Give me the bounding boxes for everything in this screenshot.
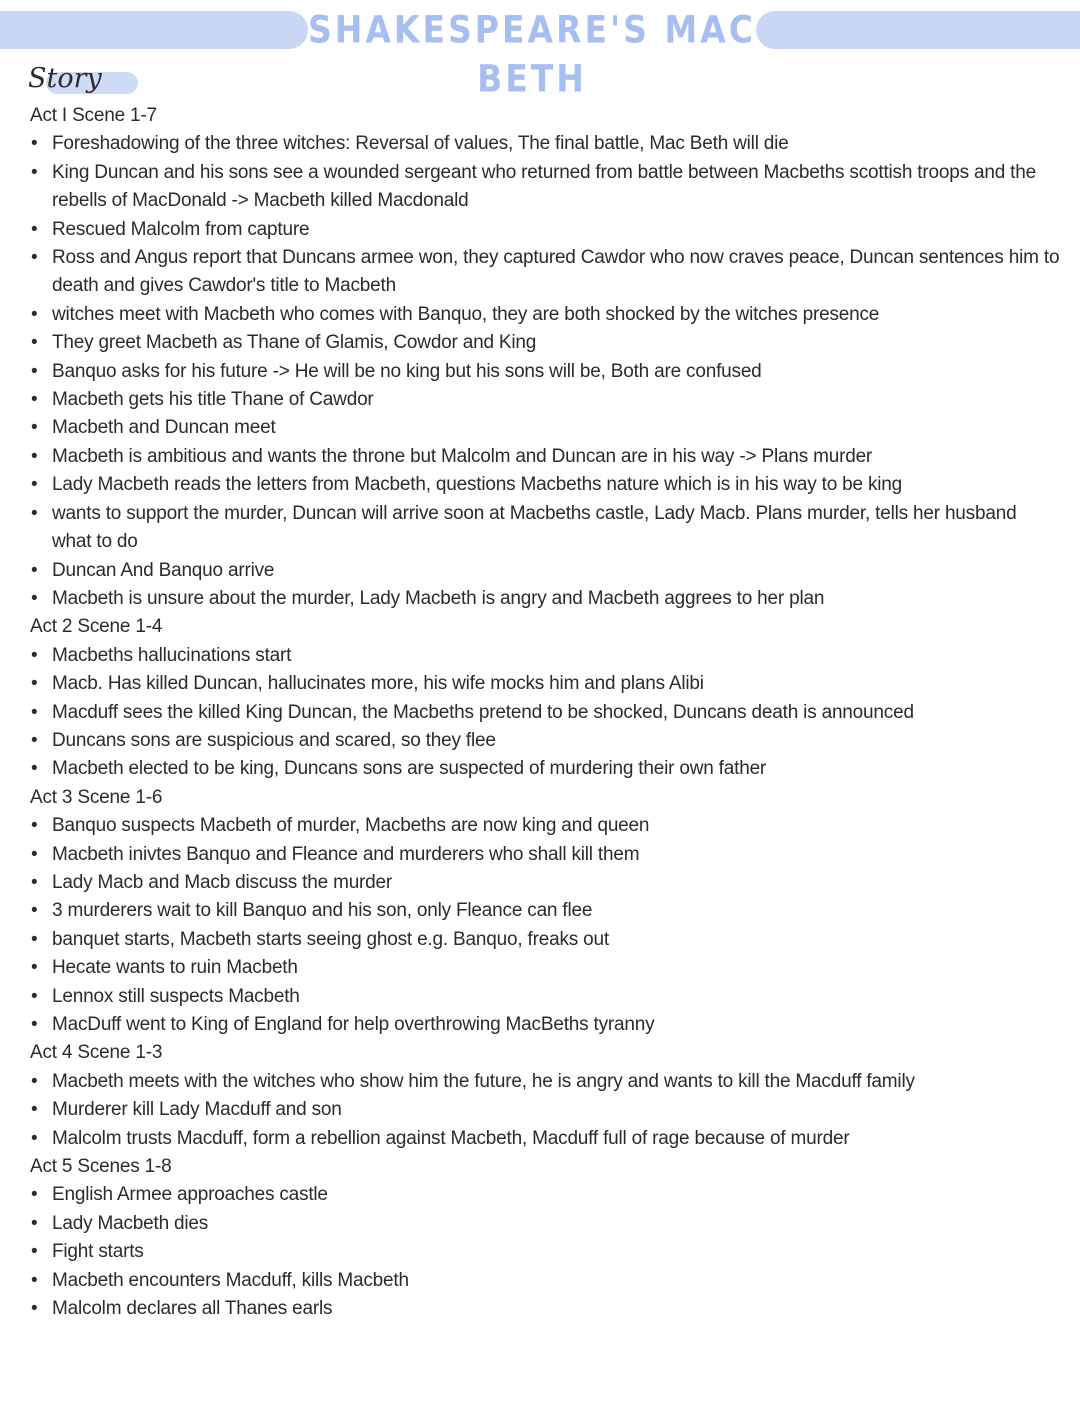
- act-item-list: [30, 1181, 1060, 1323]
- list-item-text: Ross and Angus report that Duncans armee won, they captured Cawdor who now craves peace, Duncan sentences him to death and gives Cawdor's title to Macbeth: [52, 247, 1060, 297]
- list-item-text: Macbeths hallucinations start: [52, 644, 292, 666]
- list-item-text: Foreshadowing of the three witches: Reversal of values, The final battle, Mac Beth will die: [52, 133, 789, 155]
- title-band-right: [756, 11, 1080, 49]
- list-item: [30, 443, 1060, 471]
- list-item: [30, 812, 1060, 840]
- list-item-text: Macbeth gets his title Thane of Cawdor: [52, 389, 374, 411]
- list-item-text: Lennox still suspects Macbeth: [52, 985, 300, 1007]
- act-section: [30, 1039, 1060, 1153]
- bullet-icon: •: [31, 247, 38, 269]
- section-label: [28, 60, 148, 100]
- list-item-text: Macbeth elected to be king, Duncans sons are suspected of murdering their own father: [52, 758, 767, 780]
- list-item: [30, 386, 1060, 414]
- list-item-text: Macduff sees the killed King Duncan, the Macbeths pretend to be shocked, Duncans death is announced: [52, 701, 914, 723]
- bullet-icon: •: [31, 502, 38, 524]
- list-item: [30, 329, 1060, 357]
- list-item: [30, 755, 1060, 783]
- list-item: [30, 642, 1060, 670]
- bullet-icon: •: [31, 1212, 38, 1234]
- bullet-icon: •: [31, 1241, 38, 1263]
- list-item: [30, 1011, 1060, 1039]
- list-item: [30, 670, 1060, 698]
- act-item-list: [30, 1068, 1060, 1153]
- bullet-icon: •: [31, 559, 38, 581]
- list-item: [30, 1181, 1060, 1209]
- list-item: [30, 869, 1060, 897]
- bullet-icon: •: [31, 445, 38, 467]
- act-heading: Act 3 Scene 1-6: [30, 786, 163, 808]
- bullet-icon: •: [31, 985, 38, 1007]
- list-item-text: Duncans sons are suspicious and scared, so they flee: [52, 729, 496, 751]
- list-item-text: Banquo asks for his future -> He will be no king but his sons will be, Both are confused: [52, 360, 762, 382]
- list-item: [30, 926, 1060, 954]
- list-item-text: Lady Macbeth dies: [52, 1212, 209, 1234]
- bullet-icon: •: [31, 1184, 38, 1206]
- act-section: [30, 613, 1060, 783]
- list-item: [30, 983, 1060, 1011]
- bullet-icon: •: [31, 758, 38, 780]
- list-item-text: Lady Macbeth reads the letters from Macbeth, questions Macbeths nature which is in his way to be king: [52, 474, 903, 496]
- list-item-text: Murderer kill Lady Macduff and son: [52, 1099, 342, 1121]
- list-item-text: Rescued Malcolm from capture: [52, 218, 310, 240]
- bullet-icon: •: [31, 332, 38, 354]
- list-item: [30, 699, 1060, 727]
- list-item: [30, 1267, 1060, 1295]
- list-item-text: Lady Macb and Macb discuss the murder: [52, 871, 393, 893]
- list-item: [30, 358, 1060, 386]
- bullet-icon: •: [31, 1298, 38, 1320]
- list-item-text: Malcolm trusts Macduff, form a rebellion against Macbeth, Macduff full of rage because of murder: [52, 1127, 850, 1149]
- list-item-text: Duncan And Banquo arrive: [52, 559, 275, 581]
- list-item: [30, 1238, 1060, 1266]
- list-item-text: King Duncan and his sons see a wounded sergeant who returned from battle between Macbeths scottish troops and the rebells of MacDonald -> Macbeth killed Macdonald: [52, 161, 1036, 212]
- list-item: [30, 1125, 1060, 1153]
- story-content: [30, 102, 1060, 1323]
- list-item: [30, 1210, 1060, 1238]
- list-item-text: witches meet with Macbeth who comes with Banquo, they are both shocked by the witches presence: [52, 303, 880, 325]
- list-item-text: They greet Macbeth as Thane of Glamis, Cowdor and King: [52, 332, 537, 354]
- list-item: [30, 301, 1060, 329]
- act-heading: Act I Scene 1-7: [30, 105, 157, 126]
- bullet-icon: •: [31, 957, 38, 979]
- list-item-text: Macbeth encounters Macduff, kills Macbeth: [52, 1269, 409, 1291]
- title-band-left: [0, 11, 308, 49]
- list-item: [30, 557, 1060, 585]
- list-item-text: English Armee approaches castle: [52, 1184, 328, 1206]
- list-item-text: Banquo suspects Macbeth of murder, Macbeths are now king and queen: [52, 815, 650, 837]
- bullet-icon: •: [31, 1127, 38, 1149]
- list-item: [30, 471, 1060, 499]
- list-item: [30, 1096, 1060, 1124]
- list-item: [30, 216, 1060, 244]
- list-item-text: Macbeth is unsure about the murder, Lady Macbeth is angry and Macbeth aggrees to her plan: [52, 587, 825, 609]
- list-item-text: 3 murderers wait to kill Banquo and his son, only Fleance can flee: [52, 900, 593, 922]
- act-section: [30, 784, 1060, 1040]
- list-item: [30, 1295, 1060, 1323]
- bullet-icon: •: [31, 701, 38, 723]
- list-item-text: wants to support the murder, Duncan will arrive soon at Macbeths castle, Lady Macb. Plans murder, tells her husband what to do: [52, 502, 1017, 553]
- list-item: [30, 897, 1060, 925]
- bullet-icon: •: [31, 871, 38, 893]
- list-item: [30, 954, 1060, 982]
- bullet-icon: •: [31, 218, 38, 240]
- bullet-icon: •: [31, 928, 38, 950]
- bullet-icon: •: [31, 729, 38, 751]
- list-item: [30, 585, 1060, 613]
- list-item: [30, 1068, 1060, 1096]
- list-item: [30, 500, 1060, 557]
- act-section: [30, 102, 1060, 613]
- list-item-text: banquet starts, Macbeth starts seeing ghost e.g. Banquo, freaks out: [52, 928, 609, 950]
- list-item-text: Malcolm declares all Thanes earls: [52, 1298, 333, 1320]
- list-item-text: Macbeth meets with the witches who show him the future, he is angry and wants to kill the Macduff family: [52, 1070, 915, 1092]
- list-item-text: Fight starts: [52, 1241, 144, 1263]
- bullet-icon: •: [31, 389, 38, 411]
- act-item-list: [30, 130, 1060, 613]
- bullet-icon: •: [31, 474, 38, 496]
- list-item: [30, 414, 1060, 442]
- bullet-icon: •: [31, 900, 38, 922]
- bullet-icon: •: [31, 303, 38, 325]
- bullet-icon: •: [31, 673, 38, 695]
- act-heading: Act 4 Scene 1-3: [30, 1042, 163, 1064]
- bullet-icon: •: [31, 1070, 38, 1092]
- section-label-text: Story: [28, 63, 102, 94]
- bullet-icon: •: [31, 1099, 38, 1121]
- bullet-icon: •: [31, 587, 38, 609]
- page-title: SHAKESPEARE'S MAC BETH: [308, 7, 756, 101]
- bullet-icon: •: [31, 417, 38, 439]
- list-item-text: Macbeth and Duncan meet: [52, 417, 276, 439]
- bullet-icon: •: [31, 133, 38, 155]
- list-item-text: Macbeth inivtes Banquo and Fleance and murderers who shall kill them: [52, 843, 640, 865]
- list-item: [30, 244, 1060, 301]
- act-heading: Act 2 Scene 1-4: [30, 616, 163, 638]
- list-item-text: MacDuff went to King of England for help overthrowing MacBeths tyranny: [52, 1014, 655, 1035]
- bullet-icon: •: [31, 161, 38, 183]
- act-item-list: [30, 642, 1060, 784]
- bullet-icon: •: [31, 1269, 38, 1291]
- list-item: [30, 130, 1060, 158]
- bullet-icon: •: [31, 1014, 38, 1035]
- act-section: [30, 1153, 1060, 1323]
- bullet-icon: •: [31, 360, 38, 382]
- list-item-text: Macb. Has killed Duncan, hallucinates more, his wife mocks him and plans Alibi: [52, 673, 704, 695]
- list-item-text: Macbeth is ambitious and wants the throne but Malcolm and Duncan are in his way -> Plans murder: [52, 445, 873, 467]
- bullet-icon: •: [31, 843, 38, 865]
- bullet-icon: •: [31, 815, 38, 837]
- act-item-list: [30, 812, 1060, 1039]
- act-heading: Act 5 Scenes 1-8: [30, 1156, 172, 1178]
- list-item: [30, 727, 1060, 755]
- bullet-icon: •: [31, 644, 38, 666]
- list-item: [30, 841, 1060, 869]
- list-item: [30, 159, 1060, 216]
- list-item-text: Hecate wants to ruin Macbeth: [52, 957, 298, 979]
